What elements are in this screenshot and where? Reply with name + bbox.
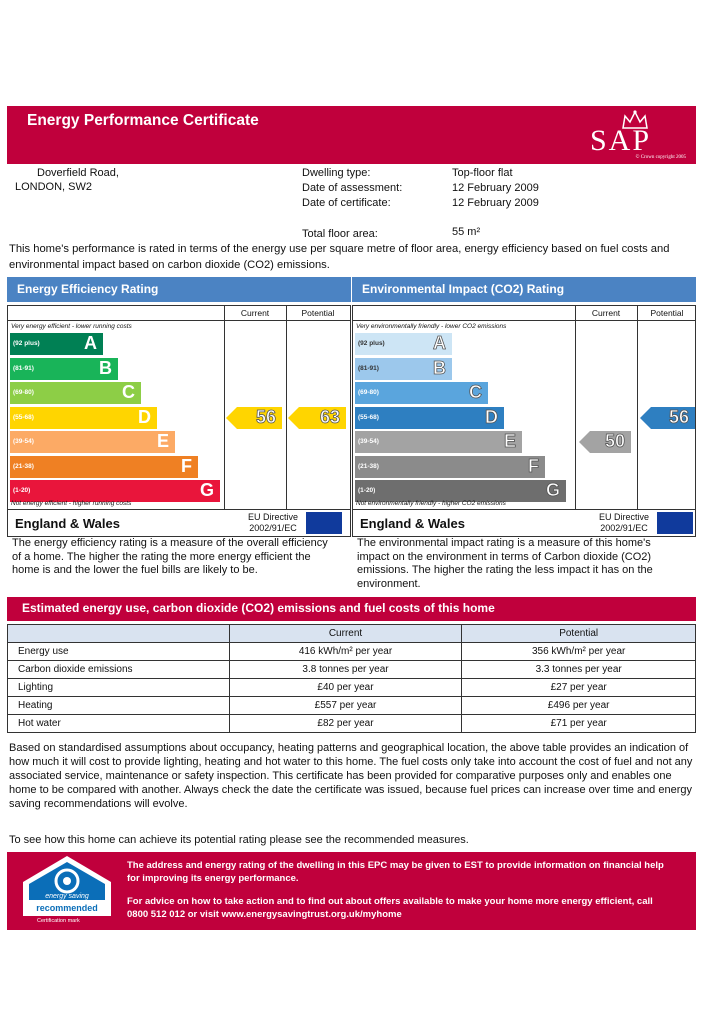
table-header-blank [8, 625, 230, 643]
table-cell-label: Lighting [8, 679, 230, 697]
environmental-impact-title: Environmental Impact (CO2) Rating [352, 277, 696, 302]
assessment-date-label: Date of assessment: [302, 182, 403, 194]
floor-area-label: Total floor area: [302, 228, 378, 240]
current-rating-arrow [579, 431, 631, 453]
dwelling-type-label: Dwelling type: [302, 167, 371, 179]
certificate-header [7, 106, 696, 164]
eu-directive: EU Directive 2002/91/EC [598, 512, 649, 533]
band-letter: D [485, 406, 498, 427]
table-row [8, 661, 696, 679]
current-column-header: Current [240, 308, 270, 318]
band-range: (21-38) [358, 462, 379, 470]
potential-column-header: Potential [650, 308, 684, 318]
band-letter: B [99, 357, 112, 378]
band-g [355, 480, 566, 502]
table-row [8, 679, 696, 697]
potential-column-divider [637, 306, 638, 509]
table-cell-current: £40 per year [229, 679, 462, 697]
footer-divider [8, 509, 350, 510]
sap-copyright: © Crown copyright 2005 [635, 155, 686, 160]
band-a [355, 333, 452, 355]
table-cell-potential: £496 per year [462, 697, 696, 715]
band-f [355, 456, 545, 478]
band-range: (92 plus) [358, 340, 385, 347]
band-d [10, 407, 157, 429]
band-range: (55-68) [358, 413, 379, 421]
estimated-costs-table [7, 624, 696, 733]
table-header-current: Current [229, 625, 462, 643]
eu-flag-icon [657, 512, 693, 534]
band-c [355, 382, 488, 404]
current-column-divider [575, 306, 576, 509]
band-range: (81-91) [13, 364, 34, 372]
band-letter: F [528, 455, 539, 476]
band-letter: C [122, 382, 135, 402]
header-divider [353, 320, 695, 321]
band-range: (81-91) [358, 364, 379, 372]
rating-value: 50 [604, 431, 625, 451]
rating-value: 56 [255, 406, 276, 427]
current-rating-arrow [226, 407, 282, 429]
sap-logo [590, 110, 686, 162]
table-cell-current: 416 kWh/m² per year [229, 643, 462, 661]
table-cell-potential: 356 kWh/m² per year [462, 643, 696, 661]
band-range: (39-54) [358, 438, 379, 445]
current-column-divider [224, 306, 225, 509]
table-cell-potential: £27 per year [462, 679, 696, 697]
header-divider [8, 320, 350, 321]
table-cell-current: £557 per year [229, 697, 462, 715]
footer-text-2: For advice on how to take action and to find out about offers available to make your home more energy efficient, call 0800 512 012 or visit www.energysavingtrust.org.uk/myhome [127, 896, 653, 920]
environmental-impact-panel [352, 277, 696, 537]
band-range: (92 plus) [13, 340, 40, 347]
band-range: (69-80) [358, 389, 379, 396]
band-letter: C [469, 382, 482, 402]
energy-efficiency-panel [7, 277, 351, 537]
table-header-row [8, 625, 696, 643]
table-cell-current: 3.8 tonnes per year [229, 661, 462, 679]
table-row [8, 715, 696, 733]
assessment-date-value: 12 February 2009 [452, 182, 539, 194]
certificate-date-value: 12 February 2009 [452, 197, 539, 209]
floor-area-value: 55 m² [452, 226, 481, 238]
energy-saving-recommended-logo [19, 854, 115, 926]
band-letter: G [545, 480, 560, 500]
bottom-note: Not energy efficient - higher running costs [11, 500, 132, 507]
band-range: (55-68) [13, 413, 34, 421]
table-body [8, 643, 696, 733]
environment-description: The environmental impact rating is a measure of this home's impact on the environment in terms of Carbon dioxide (CO2) emissions. The higher the rating the less impact it has on the environment. [357, 537, 653, 590]
top-note: Very environmentally friendly - lower CO2 emissions [356, 323, 507, 330]
band-range: (1-20) [358, 487, 376, 494]
rating-value: 63 [319, 406, 340, 427]
table-cell-label: Hot water [8, 715, 230, 733]
table-cell-potential: 3.3 tonnes per year [462, 661, 696, 679]
band-e [10, 431, 175, 453]
potential-rating-arrow [288, 407, 346, 429]
band-c [10, 382, 141, 404]
table-cell-potential: £71 per year [462, 715, 696, 733]
band-range: (1-20) [13, 487, 31, 494]
energy-efficiency-chart [7, 305, 351, 537]
intro-text: This home's performance is rated in terms of the energy use per square metre of floor area, energy efficiency based on fuel costs and environmental impact based on carbon dioxide (CO2) emissions. [9, 243, 670, 271]
band-letter: A [433, 333, 446, 353]
table-cell-current: £82 per year [229, 715, 462, 733]
band-a [10, 333, 103, 355]
dwelling-type-value: Top-floor flat [452, 167, 513, 179]
band-letter: B [433, 357, 446, 378]
estimated-costs-title: Estimated energy use, carbon dioxide (CO2) emissions and fuel costs of this home [7, 597, 696, 621]
region-label: England & Wales [15, 516, 120, 531]
sap-logo-text: SAP [590, 124, 652, 157]
efficiency-description: The energy efficiency rating is a measure of the overall efficiency of a home. The higher the rating the more energy efficient the home is and the lower the fuel bills are likely to be. [12, 537, 328, 576]
band-letter: A [84, 333, 97, 353]
potential-column-divider [286, 306, 287, 509]
band-f [10, 456, 198, 478]
logo-text-line2: recommended [36, 903, 98, 913]
footer-divider [353, 509, 695, 510]
address-line-1: Doverfield Road, [37, 167, 119, 179]
top-note: Very energy efficient - lower running costs [11, 323, 132, 330]
bottom-note: Not environmentally friendly - higher CO2 emissions [356, 500, 506, 507]
potential-rating-arrow [640, 407, 695, 429]
band-b [355, 358, 452, 380]
rating-value: 56 [668, 406, 689, 427]
address-line-2: LONDON, SW2 [15, 181, 93, 193]
band-letter: E [503, 431, 516, 451]
table-cell-label: Carbon dioxide emissions [8, 661, 230, 679]
band-g [10, 480, 220, 502]
band-letter: G [199, 480, 214, 500]
band-range: (69-80) [13, 389, 34, 396]
band-letter: F [181, 455, 192, 476]
eu-directive: EU Directive 2002/91/EC [247, 512, 298, 533]
environmental-impact-chart [352, 305, 696, 537]
eu-flag-icon [306, 512, 342, 534]
band-range: (21-38) [13, 462, 34, 470]
table-header-potential: Potential [462, 625, 696, 643]
current-column-header: Current [591, 308, 621, 318]
logo-text-line1: energy saving [45, 893, 89, 900]
band-letter: E [156, 431, 169, 451]
band-d [355, 407, 504, 429]
recommended-measures-text: To see how this home can achieve its potential rating please see the recommended measures. [9, 834, 469, 846]
footer-bar [7, 852, 696, 930]
region-label: England & Wales [360, 516, 465, 531]
certificate-date-label: Date of certificate: [302, 197, 391, 209]
energy-efficiency-title: Energy Efficiency Rating [7, 277, 351, 302]
assumptions-text: Based on standardised assumptions about occupancy, heating patterns and geographical location, the above table provides an indication of how much it will cost to provide lighting, heating and hot water to this home. The fuel costs only take into account the cost of fuel and not any associated service, maintenance or safety inspection. This certificate has been provided for comparative purposes only and enables one home to be compared with another. Always check the date the certificate was issued, because fuel prices can increase over time and energy saving recommendations will evolve. [9, 742, 693, 810]
certification-mark: Certification mark [37, 918, 80, 924]
band-letter: D [138, 406, 151, 427]
table-row [8, 697, 696, 715]
potential-column-header: Potential [301, 308, 335, 318]
band-range: (39-54) [13, 438, 34, 445]
table-row [8, 643, 696, 661]
band-e [355, 431, 522, 453]
table-cell-label: Energy use [8, 643, 230, 661]
footer-text-1: The address and energy rating of the dwelling in this EPC may be given to EST to provide information on financial help for improving its energy performance. [127, 860, 664, 884]
band-b [10, 358, 118, 380]
table-cell-label: Heating [8, 697, 230, 715]
certificate-title: Energy Performance Certificate [27, 112, 259, 129]
